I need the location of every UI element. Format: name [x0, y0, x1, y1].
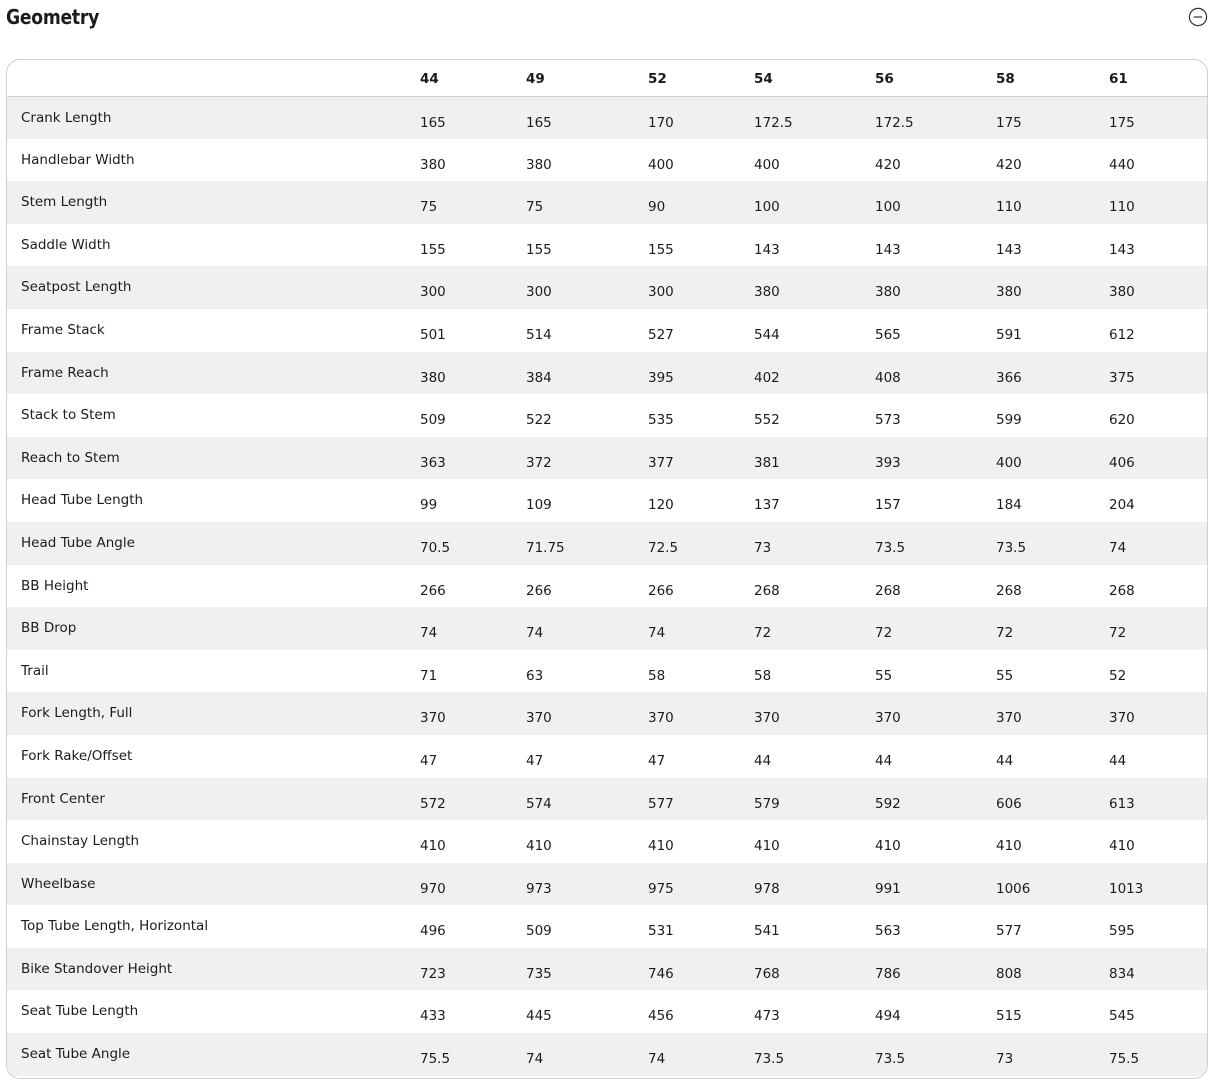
table-cell: 380: [1109, 266, 1207, 309]
row-label: Reach to Stem: [7, 437, 420, 480]
table-cell: 370: [526, 692, 648, 735]
table-cell: 268: [754, 582, 780, 599]
table-cell: 52: [1109, 667, 1127, 684]
table-cell: 565: [875, 326, 901, 343]
table-cell: 509: [420, 412, 446, 429]
table-cell: 400: [648, 156, 674, 173]
table-cell: 410: [875, 838, 901, 855]
section-title: Geometry: [6, 5, 100, 29]
table-row: [7, 309, 1207, 352]
table-cell: 72: [996, 607, 1109, 650]
table-row: [7, 778, 1207, 821]
table-cell: 266: [648, 582, 674, 599]
table-cell: 496: [420, 923, 446, 940]
row-label: Bike Standover Height: [7, 948, 420, 991]
table-cell: 393: [875, 437, 996, 480]
table-cell: 545: [1109, 1008, 1135, 1025]
table-cell: 109: [526, 497, 552, 514]
table-cell: 47: [526, 752, 544, 769]
table-cell: 110: [1109, 181, 1207, 224]
table-cell: 527: [648, 326, 674, 343]
table-cell: 165: [420, 96, 526, 139]
table-cell: 408: [875, 352, 996, 395]
row-label: Seat Tube Angle: [7, 1033, 420, 1076]
table-cell: 74: [648, 607, 754, 650]
geometry-section-header: [6, 0, 1208, 36]
geometry-table-card: [6, 59, 1208, 1079]
row-label: Chainstay Length: [21, 833, 140, 850]
table-cell: 143: [996, 241, 1022, 258]
row-label: BB Height: [21, 577, 89, 594]
table-cell: 100: [875, 181, 996, 224]
table-cell: 47: [420, 752, 438, 769]
table-cell: 155: [420, 241, 446, 258]
table-cell: 377: [648, 437, 754, 480]
table-cell: 410: [420, 838, 446, 855]
table-row: [7, 735, 1207, 778]
size-column-header: 44: [420, 60, 526, 96]
table-cell: 808: [996, 948, 1109, 991]
table-cell: 735: [526, 948, 648, 991]
table-cell: 410: [648, 838, 674, 855]
table-cell: 55: [875, 667, 893, 684]
table-row: [7, 692, 1207, 735]
table-cell: 541: [754, 923, 780, 940]
row-label: Saddle Width: [21, 236, 111, 253]
table-cell: 380: [420, 352, 526, 395]
table-cell: 370: [420, 692, 526, 735]
table-cell: 975: [648, 863, 754, 906]
table-cell: 620: [1109, 412, 1135, 429]
table-cell: 75.5: [1109, 1033, 1207, 1076]
table-cell: 384: [526, 352, 648, 395]
table-cell: 74: [420, 607, 526, 650]
table-row: [7, 181, 1207, 224]
header-label-cell: [7, 60, 420, 96]
row-label: Trail: [21, 662, 49, 679]
table-cell: 440: [1109, 156, 1135, 173]
table-cell: 370: [996, 692, 1109, 735]
table-cell: 72: [875, 607, 996, 650]
table-cell: 73: [996, 1033, 1109, 1076]
table-cell: 73.5: [875, 1033, 996, 1076]
table-cell: 973: [526, 863, 648, 906]
table-cell: 74: [648, 1033, 754, 1076]
minus-circle-icon: [1188, 7, 1208, 27]
table-cell: 72: [1109, 607, 1207, 650]
table-row: [7, 266, 1207, 309]
table-cell: 100: [754, 181, 875, 224]
table-cell: 55: [996, 667, 1014, 684]
table-cell: 74: [526, 1033, 648, 1076]
table-cell: 514: [526, 326, 552, 343]
table-cell: 137: [754, 497, 780, 514]
table-cell: 456: [648, 1008, 674, 1025]
table-cell: 175: [1109, 96, 1207, 139]
table-cell: 73.5: [996, 522, 1109, 565]
table-cell: 591: [996, 326, 1022, 343]
table-cell: 110: [996, 181, 1109, 224]
table-cell: 372: [526, 437, 648, 480]
header-row: [7, 60, 1207, 96]
table-cell: 44: [1109, 752, 1127, 769]
table-row: [7, 352, 1207, 395]
row-label: Fork Length, Full: [7, 692, 420, 735]
table-cell: 300: [420, 266, 526, 309]
table-cell: 380: [526, 156, 552, 173]
table-row: [7, 650, 1207, 693]
size-column-header: 52: [648, 60, 754, 96]
table-cell: 445: [526, 1008, 552, 1025]
table-cell: 515: [996, 1008, 1022, 1025]
table-cell: 175: [996, 96, 1109, 139]
size-column-header: 56: [875, 60, 996, 96]
table-cell: 574: [526, 778, 648, 821]
row-label: Head Tube Length: [21, 492, 144, 509]
table-cell: 47: [648, 752, 666, 769]
row-label: Frame Stack: [21, 321, 105, 338]
table-cell: 563: [875, 923, 901, 940]
size-column-header: 54: [754, 60, 875, 96]
table-cell: 70.5: [420, 522, 526, 565]
table-cell: 72.5: [648, 522, 754, 565]
row-label: Seatpost Length: [7, 266, 420, 309]
table-row: [7, 139, 1207, 182]
table-cell: 75: [420, 181, 526, 224]
table-cell: 380: [420, 156, 446, 173]
table-cell: 494: [875, 1008, 901, 1025]
table-cell: 99: [420, 497, 438, 514]
table-row: [7, 948, 1207, 991]
table-cell: 71.75: [526, 522, 648, 565]
table-cell: 120: [648, 497, 674, 514]
table-row: [7, 479, 1207, 522]
table-cell: 380: [996, 266, 1109, 309]
table-cell: 395: [648, 352, 754, 395]
table-cell: 577: [996, 923, 1022, 940]
table-cell: 300: [648, 266, 754, 309]
table-cell: 577: [648, 778, 754, 821]
table-cell: 58: [648, 667, 666, 684]
table-cell: 473: [754, 1008, 780, 1025]
table-cell: 420: [875, 156, 901, 173]
table-cell: 155: [526, 241, 552, 258]
table-cell: 592: [875, 778, 996, 821]
table-cell: 573: [875, 412, 901, 429]
table-cell: 73.5: [754, 1033, 875, 1076]
table-row: [7, 990, 1207, 1033]
table-row: [7, 820, 1207, 863]
table-cell: 44: [996, 752, 1014, 769]
table-cell: 786: [875, 948, 996, 991]
row-label: Crank Length: [7, 96, 420, 139]
table-cell: 370: [1109, 692, 1207, 735]
row-label: Stem Length: [7, 181, 420, 224]
table-cell: 370: [648, 692, 754, 735]
table-cell: 1006: [996, 863, 1109, 906]
table-row: [7, 224, 1207, 267]
table-cell: 612: [1109, 326, 1135, 343]
table-cell: 381: [754, 437, 875, 480]
table-cell: 268: [996, 582, 1022, 599]
table-cell: 410: [1109, 838, 1135, 855]
table-cell: 155: [648, 241, 674, 258]
table-cell: 420: [996, 156, 1022, 173]
table-cell: 184: [996, 497, 1022, 514]
table-row: [7, 437, 1207, 480]
table-cell: 58: [754, 667, 772, 684]
table-cell: 599: [996, 412, 1022, 429]
table-cell: 375: [1109, 352, 1207, 395]
table-cell: 834: [1109, 948, 1207, 991]
table-cell: 63: [526, 667, 544, 684]
row-label: Frame Reach: [7, 352, 420, 395]
table-row: [7, 607, 1207, 650]
table-cell: 595: [1109, 923, 1135, 940]
table-cell: 73.5: [875, 522, 996, 565]
row-label: Head Tube Angle: [7, 522, 420, 565]
table-cell: 768: [754, 948, 875, 991]
table-cell: 535: [648, 412, 674, 429]
table-cell: 73: [754, 522, 875, 565]
table-cell: 723: [420, 948, 526, 991]
collapse-button[interactable]: [1188, 7, 1208, 27]
table-cell: 572: [420, 778, 526, 821]
table-row: [7, 394, 1207, 437]
table-row: [7, 863, 1207, 906]
table-cell: 410: [754, 838, 780, 855]
table-cell: 74: [526, 607, 648, 650]
size-column-header: 58: [996, 60, 1109, 96]
table-cell: 613: [1109, 778, 1207, 821]
table-cell: 552: [754, 412, 780, 429]
table-cell: 400: [754, 156, 780, 173]
row-label: Handlebar Width: [21, 151, 135, 168]
table-cell: 544: [754, 326, 780, 343]
table-cell: 746: [648, 948, 754, 991]
table-cell: 75.5: [420, 1033, 526, 1076]
table-cell: 44: [875, 752, 893, 769]
table-cell: 72: [754, 607, 875, 650]
table-cell: 366: [996, 352, 1109, 395]
table-cell: 370: [875, 692, 996, 735]
table-cell: 991: [875, 863, 996, 906]
table-cell: 501: [420, 326, 446, 343]
table-cell: 380: [875, 266, 996, 309]
row-label: Wheelbase: [7, 863, 420, 906]
table-cell: 157: [875, 497, 901, 514]
geometry-table: [7, 60, 1207, 1076]
table-cell: 509: [526, 923, 552, 940]
table-cell: 172.5: [875, 96, 996, 139]
table-cell: 402: [754, 352, 875, 395]
table-cell: 266: [420, 582, 446, 599]
table-body: [7, 96, 1207, 1076]
table-cell: 1013: [1109, 863, 1207, 906]
table-cell: 380: [754, 266, 875, 309]
table-row: [7, 96, 1207, 139]
table-cell: 165: [526, 96, 648, 139]
table-cell: 433: [420, 1008, 446, 1025]
table-cell: 579: [754, 778, 875, 821]
table-row: [7, 522, 1207, 565]
table-cell: 268: [875, 582, 901, 599]
row-label: Seat Tube Length: [21, 1003, 139, 1020]
size-column-header: 61: [1109, 60, 1207, 96]
table-cell: 74: [1109, 522, 1207, 565]
table-cell: 266: [526, 582, 552, 599]
table-cell: 406: [1109, 437, 1207, 480]
row-label: Stack to Stem: [21, 407, 116, 424]
table-cell: 268: [1109, 582, 1135, 599]
table-row: [7, 565, 1207, 608]
row-label: Front Center: [7, 778, 420, 821]
row-label: BB Drop: [7, 607, 420, 650]
table-cell: 90: [648, 181, 754, 224]
table-cell: 71: [420, 667, 438, 684]
size-column-header: 49: [526, 60, 648, 96]
table-cell: 363: [420, 437, 526, 480]
table-cell: 44: [754, 752, 772, 769]
table-cell: 204: [1109, 497, 1135, 514]
table-cell: 606: [996, 778, 1109, 821]
table-cell: 143: [1109, 241, 1135, 258]
table-row: [7, 1033, 1207, 1076]
table-cell: 75: [526, 181, 648, 224]
table-cell: 170: [648, 96, 754, 139]
table-cell: 143: [875, 241, 901, 258]
table-cell: 370: [754, 692, 875, 735]
table-cell: 410: [526, 838, 552, 855]
table-cell: 531: [648, 923, 674, 940]
row-label: Fork Rake/Offset: [21, 747, 133, 764]
table-cell: 522: [526, 412, 552, 429]
table-cell: 978: [754, 863, 875, 906]
table-cell: 970: [420, 863, 526, 906]
table-cell: 300: [526, 266, 648, 309]
table-cell: 172.5: [754, 96, 875, 139]
table-cell: 400: [996, 437, 1109, 480]
table-row: [7, 905, 1207, 948]
table-cell: 143: [754, 241, 780, 258]
row-label: Top Tube Length, Horizontal: [21, 918, 209, 935]
table-cell: 410: [996, 838, 1022, 855]
